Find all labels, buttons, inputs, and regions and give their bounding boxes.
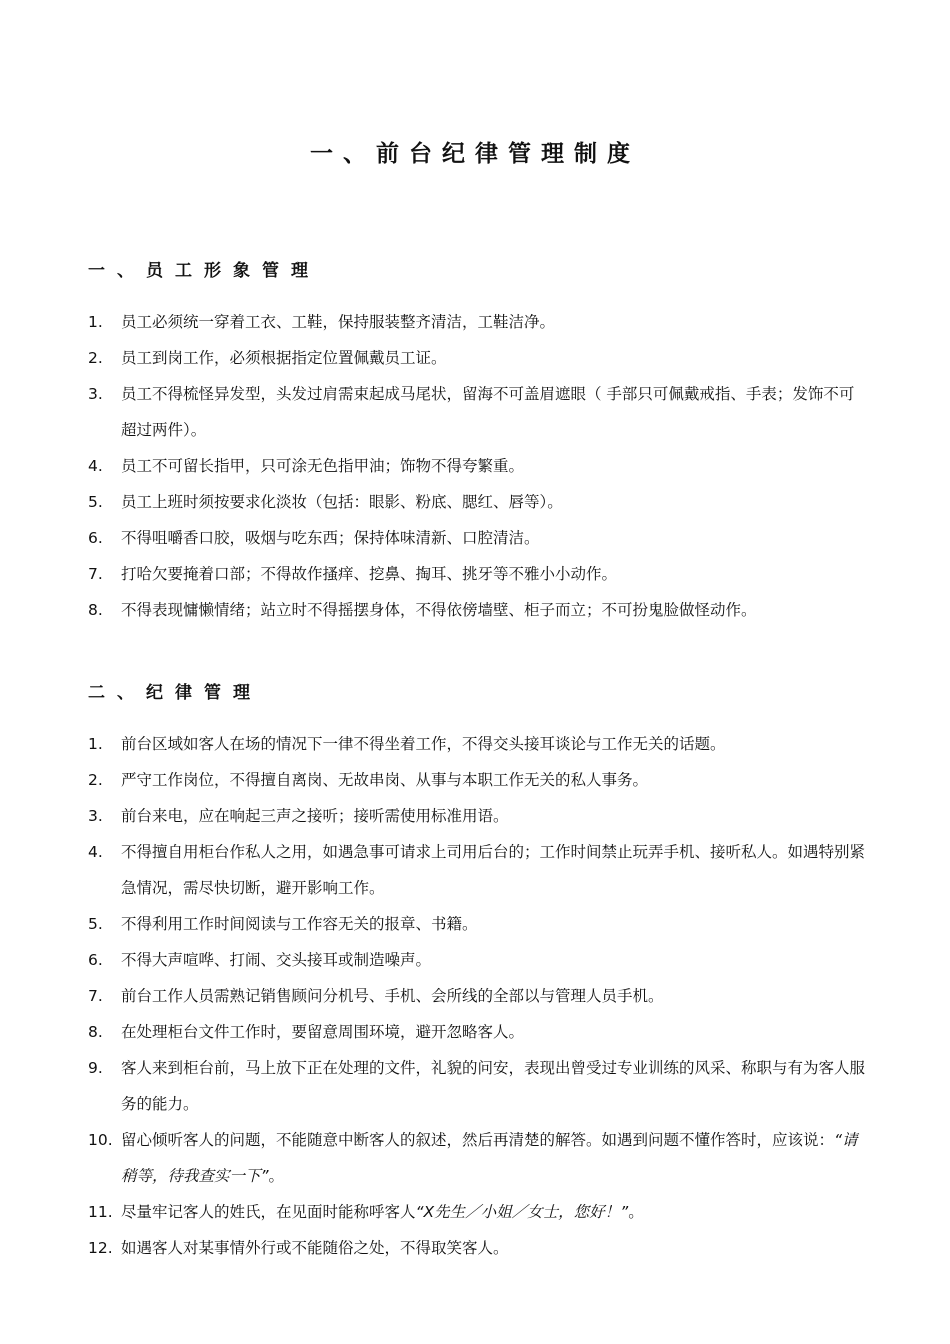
list-item	[88, 556, 868, 592]
item-number: 3.	[88, 385, 103, 403]
list-item	[88, 340, 868, 376]
item-text-after: 。	[628, 1203, 644, 1221]
item-number: 8.	[88, 601, 103, 619]
item-text: 员工上班时须按要求化淡妆（包括：眼影、粉底、腮红、唇等）。	[121, 493, 563, 511]
item-text: 不得表现慵懒情绪；站立时不得摇摆身体，不得依傍墙壁、柜子而立；不可扮鬼脸做怪动作。	[121, 601, 757, 619]
list-item	[88, 762, 868, 798]
list-item	[88, 1230, 868, 1266]
item-text: 前台来电，应在响起三声之接听；接听需使用标准用语。	[121, 807, 509, 825]
document-title: 一、前台纪律管理制度	[310, 141, 640, 167]
section-discipline	[88, 678, 868, 1266]
item-text	[121, 1122, 868, 1194]
list-item	[88, 726, 868, 762]
section-staff-image	[88, 256, 868, 628]
item-number: 8.	[88, 1023, 103, 1041]
item-number: 2.	[88, 349, 103, 367]
list-item	[88, 1122, 868, 1194]
item-number: 2.	[88, 771, 103, 789]
item-text: 前台区域如客人在场的情况下一律不得坐着工作，不得交头接耳谈论与工作无关的话题。	[121, 735, 726, 753]
item-text	[121, 1194, 868, 1230]
list-item	[88, 942, 868, 978]
list-item	[88, 1014, 868, 1050]
item-text: 不得咀嚼香口胶，吸烟与吃东西；保持体味清新、口腔清洁。	[121, 529, 540, 547]
item-number: 4.	[88, 843, 103, 861]
list-item	[88, 304, 868, 340]
list-item	[88, 448, 868, 484]
item-text: 不得大声喧哗、打闹、交头接耳或制造噪声。	[121, 951, 432, 969]
list-item	[88, 1050, 868, 1122]
item-number: 5.	[88, 493, 103, 511]
item-number: 7.	[88, 565, 103, 583]
item-text: 员工不得梳怪异发型，头发过肩需束起成马尾状，留海不可盖眉遮眼（ 手部只可佩戴戒指、手表；发饰不可超过两件）。	[121, 385, 855, 439]
item-text: 员工必须统一穿着工衣、工鞋，保持服装整齐清洁，工鞋洁净。	[121, 313, 556, 331]
list-item	[88, 1194, 868, 1230]
item-text: 如遇客人对某事情外行或不能随俗之处，不得取笑客人。	[121, 1239, 509, 1257]
item-number: 4.	[88, 457, 103, 475]
item-number: 1.	[88, 735, 103, 753]
item-list	[88, 726, 868, 1266]
item-text-main: 留心倾听客人的问题，不能随意中断客人的叙述，然后再清楚的解答。如遇到问题不懂作答时，应该说：	[121, 1131, 835, 1149]
item-text: 员工到岗工作，必须根据指定位置佩戴员工证。	[121, 349, 447, 367]
item-text: 不得擅自用柜台作私人之用，如遇急事可请求上司用后台的；工作时间禁止玩弄手机、接听私人。如遇特别紧急情况，需尽快切断，避开影响工作。	[121, 843, 866, 897]
item-text: 严守工作岗位，不得擅自离岗、无故串岗、从事与本职工作无关的私人事务。	[121, 771, 649, 789]
item-number: 9.	[88, 1059, 103, 1077]
item-number: 12.	[88, 1239, 113, 1257]
list-item	[88, 484, 868, 520]
item-text: 打哈欠要掩着口部；不得故作搔痒、挖鼻、掏耳、挑牙等不雅小小动作。	[121, 565, 618, 583]
section-heading: 二、纪律管理	[88, 683, 262, 703]
list-item	[88, 798, 868, 834]
section-heading: 一、员工形象管理	[88, 261, 320, 281]
item-text-after: 。	[268, 1167, 285, 1185]
item-text: 在处理柜台文件工作时，要留意周围环境，避开忽略客人。	[121, 1023, 525, 1041]
item-number: 6.	[88, 951, 103, 969]
list-item	[88, 834, 868, 906]
item-text-main: 尽量牢记客人的姓氏，在见面时能称呼客人	[121, 1203, 416, 1221]
item-text: 不得利用工作时间阅读与工作容无关的报章、书籍。	[121, 915, 478, 933]
item-quote: “X先生／小姐／女士，您好！”	[415, 1203, 629, 1221]
item-text: 客人来到柜台前，马上放下正在处理的文件，礼貌的问安，表现出曾受过专业训练的风采、称职与有为客人服务的能力。	[121, 1059, 866, 1113]
item-list	[88, 304, 868, 628]
item-number: 6.	[88, 529, 103, 547]
item-number: 3.	[88, 807, 103, 825]
item-number: 1.	[88, 313, 103, 331]
item-quote: “请稍等，待我查实一下”	[121, 1131, 858, 1185]
item-number: 10.	[88, 1131, 113, 1149]
list-item	[88, 376, 868, 448]
item-number: 11.	[88, 1203, 113, 1221]
item-number: 7.	[88, 987, 103, 1005]
list-item	[88, 906, 868, 942]
item-text: 员工不可留长指甲，只可涂无色指甲油；饰物不得夸繁重。	[121, 457, 525, 475]
item-number: 5.	[88, 915, 103, 933]
item-text: 前台工作人员需熟记销售顾问分机号、手机、会所线的全部以与管理人员手机。	[121, 987, 664, 1005]
list-item	[88, 520, 868, 556]
list-item	[88, 592, 868, 628]
list-item	[88, 978, 868, 1014]
